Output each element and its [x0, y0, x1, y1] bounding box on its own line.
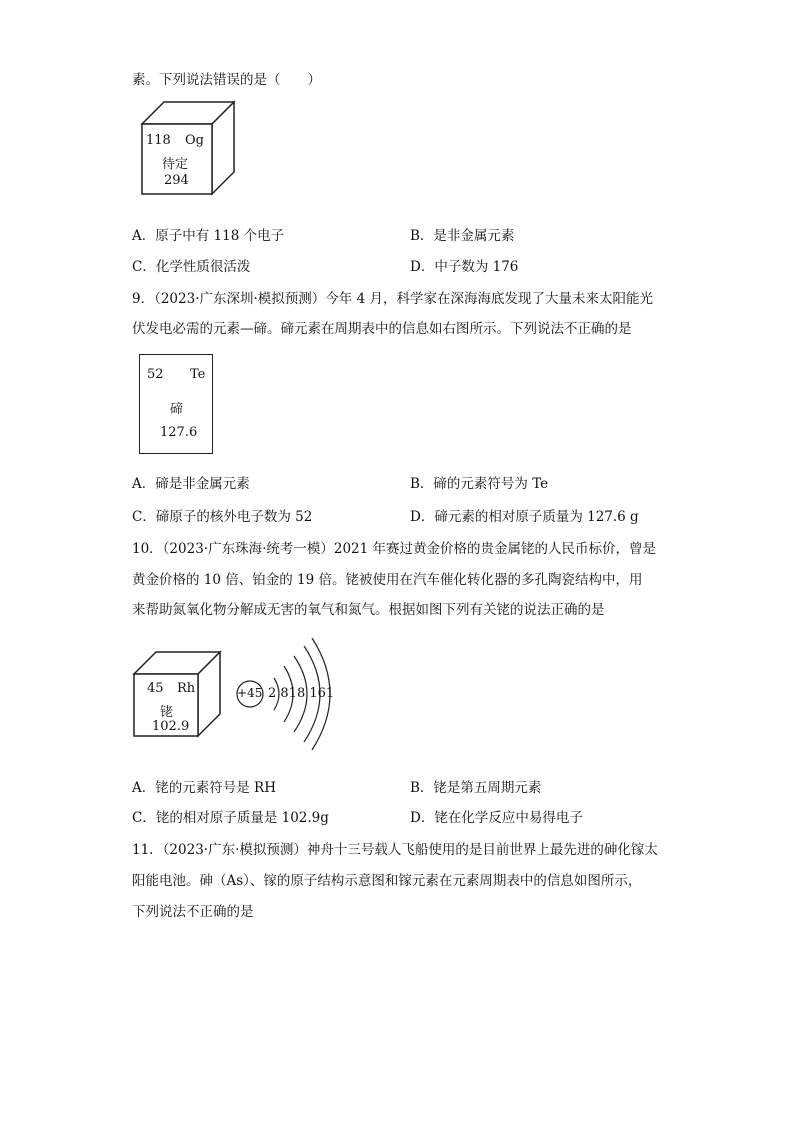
q8-option-c: C．化学性质很活泼 — [132, 259, 251, 275]
q10-stem-line2: 黄金价格的 10 倍、铂金的 19 倍。铑被使用在汽车催化转化器的多孔陶瓷结构中，用 — [132, 572, 643, 588]
q9-option-a: A．碲是非金属元素 — [132, 476, 250, 492]
q11-stem-line1: 11．（2023·广东·模拟预测）神舟十三号载人飞船使用的是目前世界上最先进的砷化镓太 — [132, 842, 658, 858]
q10-option-a: A．铑的元素符号是 RH — [132, 780, 276, 796]
q9-element-symbol: Te — [190, 367, 206, 382]
q10-nucleus-charge: +45 — [237, 686, 263, 700]
q8-element-symbol: Og — [185, 133, 204, 148]
q10-element-name: 铑 — [160, 705, 174, 720]
q9-stem-line2: 伏发电必需的元素—碲。碲元素在周期表中的信息如右图所示。下列说法不正确的是 — [132, 321, 632, 337]
q10-option-b: B．铑是第五周期元素 — [410, 780, 542, 796]
q10-option-d: D．铑在化学反应中易得电子 — [410, 810, 583, 826]
q8-option-a: A．原子中有 118 个电子 — [132, 228, 285, 244]
q8-element-name: 待定 — [162, 157, 189, 172]
q8-atomic-mass: 294 — [164, 173, 189, 188]
q9-atomic-mass: 127.6 — [160, 425, 198, 440]
q9-element-tile — [139, 354, 213, 454]
q10-atom-structure-diagram — [232, 636, 342, 754]
q8-option-d: D．中子数为 176 — [410, 259, 519, 275]
q10-stem-line3: 来帮助氮氧化物分解成无害的氧气和氮气。根据如图下列有关铑的说法正确的是 — [132, 602, 605, 618]
q10-electron-shells: 2 818 161 — [268, 686, 335, 701]
q10-atomic-number: 45 — [147, 681, 164, 696]
q8-option-b: B．是非金属元素 — [410, 228, 515, 244]
q11-stem-line3: 下列说法不正确的是 — [132, 904, 254, 920]
q10-element-symbol: Rh — [177, 681, 196, 696]
q10-stem-line1: 10．（2023·广东珠海·统考一模）2021 年赛过黄金价格的贵金属铑的人民币标价，曾是 — [132, 541, 657, 557]
q8-element-tile — [140, 100, 240, 198]
q9-atomic-number: 52 — [147, 367, 164, 382]
q10-atomic-mass: 102.9 — [152, 719, 190, 734]
q9-option-b: B．碲的元素符号为 Te — [410, 476, 549, 492]
q10-option-c: C．铑的相对原子质量是 102.9g — [132, 810, 329, 826]
q9-element-name: 碲 — [170, 402, 184, 417]
q9-option-c: C．碲原子的核外电子数为 52 — [132, 509, 313, 525]
q8-atomic-number: 118 — [146, 133, 171, 148]
q10-element-tile — [132, 650, 224, 740]
q9-option-d: D．碲元素的相对原子质量为 127.6 g — [410, 509, 639, 525]
q8-cube-outline — [140, 100, 240, 198]
q11-stem-line2: 阳能电池。砷（As）、镓的原子结构示意图和镓元素在元素周期表中的信息如图所示， — [132, 873, 642, 889]
q8-stem: 素。下列说法错误的是（ ） — [132, 72, 321, 88]
q9-stem-line1: 9．（2023·广东深圳·模拟预测）今年 4 月，科学家在深海海底发现了大量未来太阳能光 — [132, 291, 653, 307]
